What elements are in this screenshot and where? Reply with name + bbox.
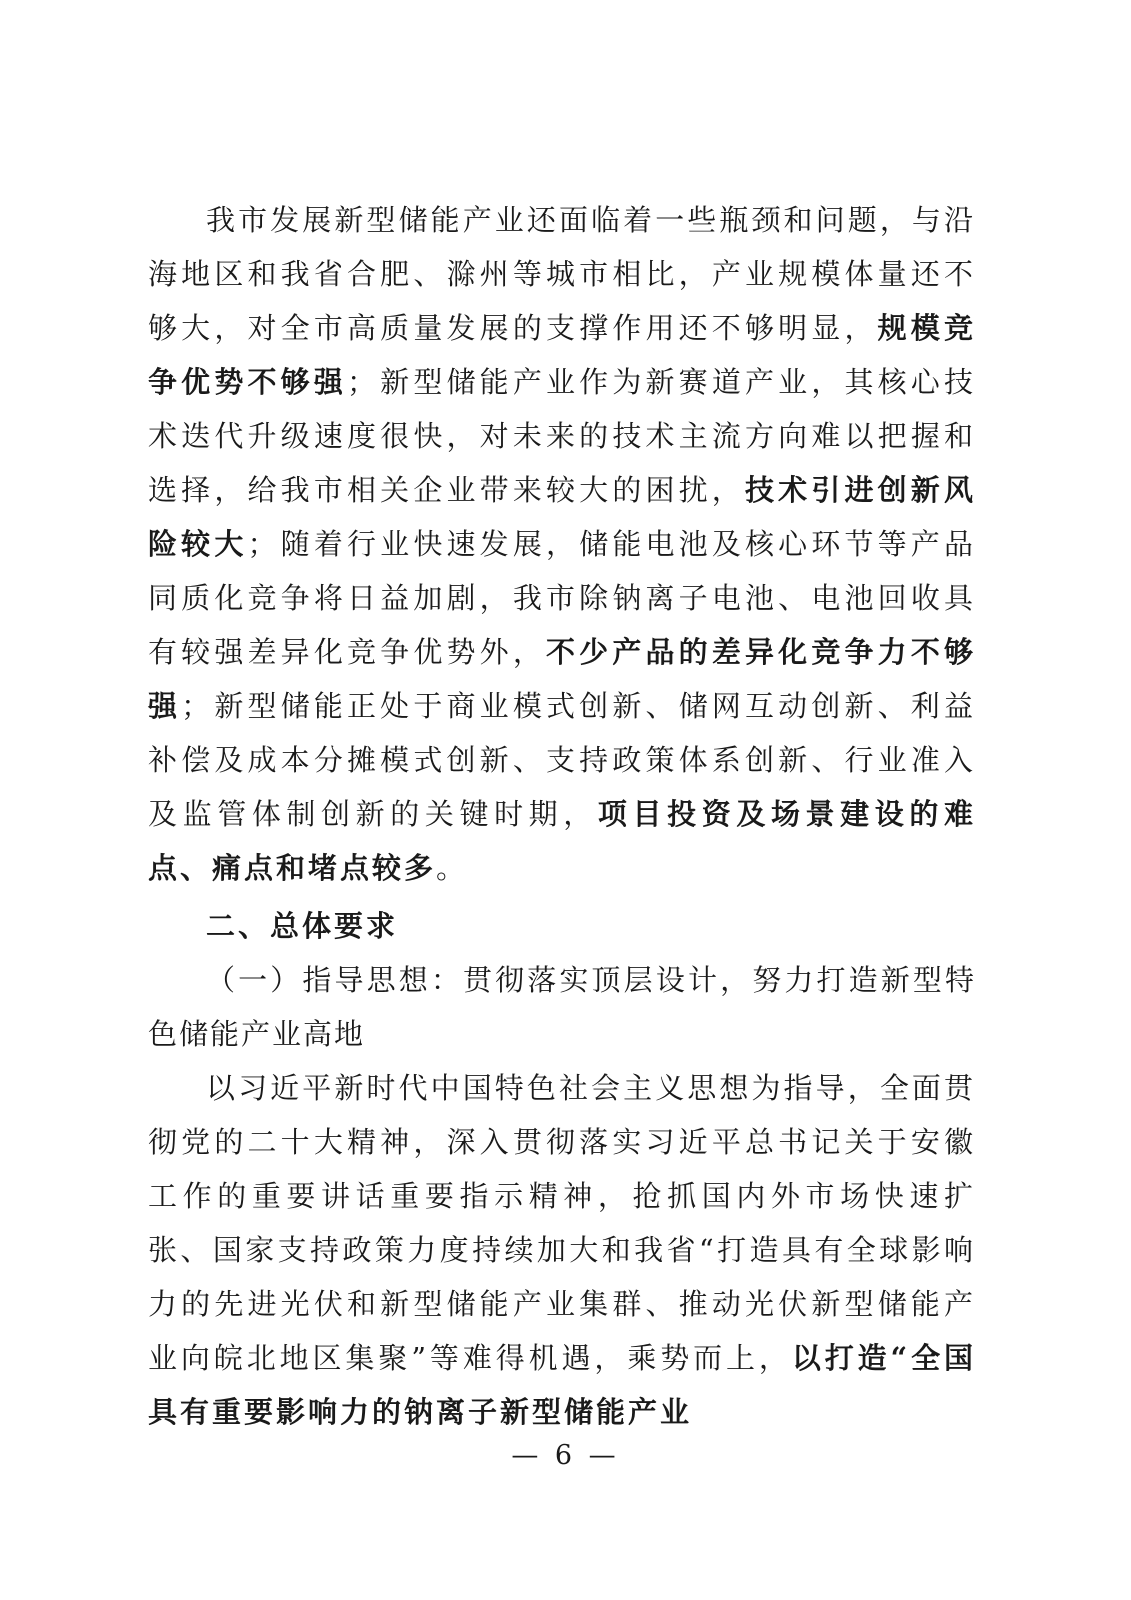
emphasis-investment: 项目投资及场景建设的难点、痛点和堵点较多 xyxy=(148,797,976,885)
body-text xyxy=(148,193,976,1439)
text-segment: ；新型储能产业作为新赛道产业，其核心技术迭代升级速度很快，对未来的技术主流方向难以把握和选择，给我市相关企业带来较大的困扰， xyxy=(148,365,976,507)
section-heading: 二、总体要求 xyxy=(206,909,399,943)
emphasis-technology: 技术引进创新风险较大 xyxy=(148,473,976,561)
paragraph-challenges xyxy=(148,193,976,895)
paragraph-guiding-thought xyxy=(148,1061,976,1439)
emphasis-differentiation: 不少产品的差异化竞争力不够强 xyxy=(148,635,976,723)
subsection-heading: （一）指导思想：贯彻落实顶层设计，努力打造新型特色储能产业高地 xyxy=(148,963,976,1051)
text-segment: 。 xyxy=(436,851,469,885)
emphasis-scale: 规模竞争优势不够强 xyxy=(148,311,976,399)
text-segment: ；新型储能正处于商业模式创新、储网互动创新、利益补偿及成本分摊模式创新、支持政策体系创新、行业准入及监管体制创新的关键时期， xyxy=(148,689,976,831)
text-segment: 我市发展新型储能产业还面临着一些瓶颈和问题，与沿海地区和我省合肥、滁州等城市相比，产业规模体量还不够大，对全市高质量发展的支撑作用还不够明显， xyxy=(148,203,976,345)
text-segment: ；随着行业快速发展，储能电池及核心环节等产品同质化竞争将日益加剧，我市除钠离子电池、电池回收具有较强差异化竞争优势外， xyxy=(148,527,976,669)
emphasis-goal: 以打造“全国具有重要影响力的钠离子新型储能产业 xyxy=(148,1341,977,1429)
page-number: — 6 — xyxy=(511,1440,620,1471)
text-segment: 以习近平新时代中国特色社会主义思想为指导，全面贯彻党的二十大精神，深入贯彻落实习近平总书记关于安徽工作的重要讲话重要指示精神，抢抓国内外市场快速扩张、国家支持政策力度持续加大和我省“打造具有全球影响力的先进光伏和新型储能产业集群、推动光伏新型储能产业向皖北地区集聚”等难得机遇，乘势而上， xyxy=(148,1071,976,1375)
